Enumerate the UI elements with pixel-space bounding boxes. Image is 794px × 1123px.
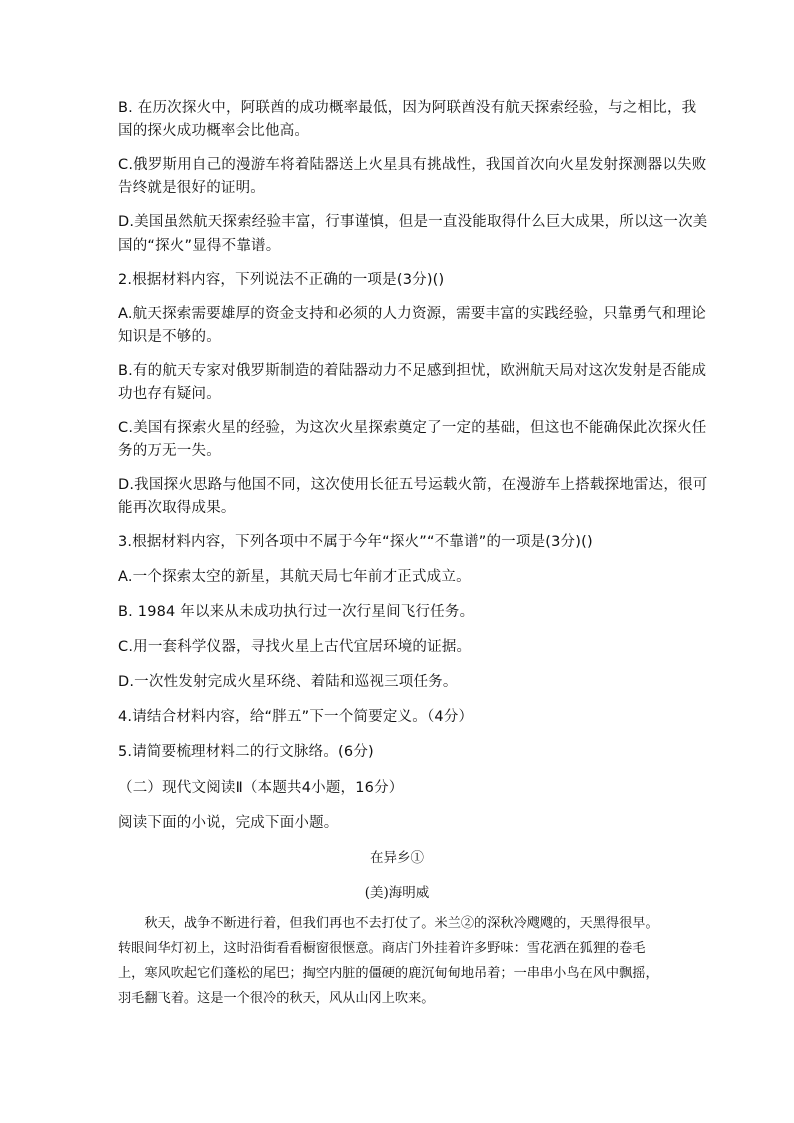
story-paragraph — [118, 911, 678, 1011]
text-line: 能再次取得成果。 — [118, 500, 236, 516]
text-line: C.俄罗斯用自己的漫游车将着陆器送上火星具有挑战性，我国首次向火星发射探测器以失败 — [118, 157, 707, 173]
text-line: A.航天探索需要雄厚的资金支持和必须的人力资源，需要丰富的实践经验，只靠勇气和理论 — [118, 306, 706, 322]
section-heading: （二）现代文阅读Ⅱ（本题共4小题，16分） — [118, 780, 404, 796]
text-line: 知识是不够的。 — [118, 329, 221, 345]
text-line: 国的探火成功概率会比他高。 — [118, 123, 310, 139]
text-line: B.有的航天专家对俄罗斯制造的着陆器动力不足感到担忧，欧洲航天局对这次发射是否能成 — [118, 363, 707, 379]
text-line: D.一次性发射完成火星环绕、着陆和巡视三项任务。 — [118, 674, 458, 690]
question-2: 2.根据材料内容，下列说法不正确的一项是(3分)() — [118, 272, 445, 288]
story-title: 在异乡① — [370, 850, 424, 866]
story-line: 羽毛翻飞着。这是一个很冷的秋天，风从山冈上吹来。 — [118, 991, 435, 1006]
story-author: (美)海明威 — [364, 885, 430, 901]
question-5: 5.请简要梳理材料二的行文脉络。(6分) — [118, 744, 374, 760]
text-line: A.一个探索太空的新星，其航天局七年前才正式成立。 — [118, 569, 471, 585]
text-line: D.我国探火思路与他国不同，这次使用长征五号运载火箭，在漫游车上搭载探地雷达，很可 — [118, 477, 708, 493]
text-line: B. 1984 年以来从未成功执行过一次行星间飞行任务。 — [118, 604, 475, 620]
text-line: 务的万无一失。 — [118, 443, 221, 459]
text-line: C.用一套科学仪器，寻找火星上古代宜居环境的证据。 — [118, 639, 472, 655]
story-line: 秋天，战争不断进行着，但我们再也不去打仗了。米兰②的深秋冷飕飕的，天黑得很早。 — [118, 916, 659, 931]
text-line: 国的“探火”显得不靠谱。 — [118, 238, 281, 254]
story-line: 转眼间华灯初上，这时沿街看看橱窗很惬意。商店门外挂着许多野味：雪花洒在狐狸的卷毛 — [118, 941, 646, 956]
instruction: 阅读下面的小说，完成下面小题。 — [118, 815, 339, 831]
story-line: 上，寒风吹起它们蓬松的尾巴；掏空内脏的僵硬的鹿沉甸甸地吊着；一串串小鸟在风中飘摇， — [118, 966, 659, 981]
text-line: C.美国有探索火星的经验，为这次火星探索奠定了一定的基础，但这也不能确保此次探火任 — [118, 420, 707, 436]
question-3: 3.根据材料内容，下列各项中不属于今年“探火”“不靠谱”的一项是(3分)() — [118, 534, 593, 550]
text-line: D.美国虽然航天探索经验丰富，行事谨慎，但是一直没能取得什么巨大成果，所以这一次美 — [118, 214, 708, 230]
text-line: B. 在历次探火中，阿联酋的成功概率最低，因为阿联酋没有航天探索经验，与之相比，我 — [118, 100, 697, 116]
text-line: 功也存有疑问。 — [118, 386, 221, 402]
question-4: 4.请结合材料内容，给“胖五”下一个简要定义。（4分） — [118, 709, 474, 725]
text-line: 告终就是很好的证明。 — [118, 180, 265, 196]
